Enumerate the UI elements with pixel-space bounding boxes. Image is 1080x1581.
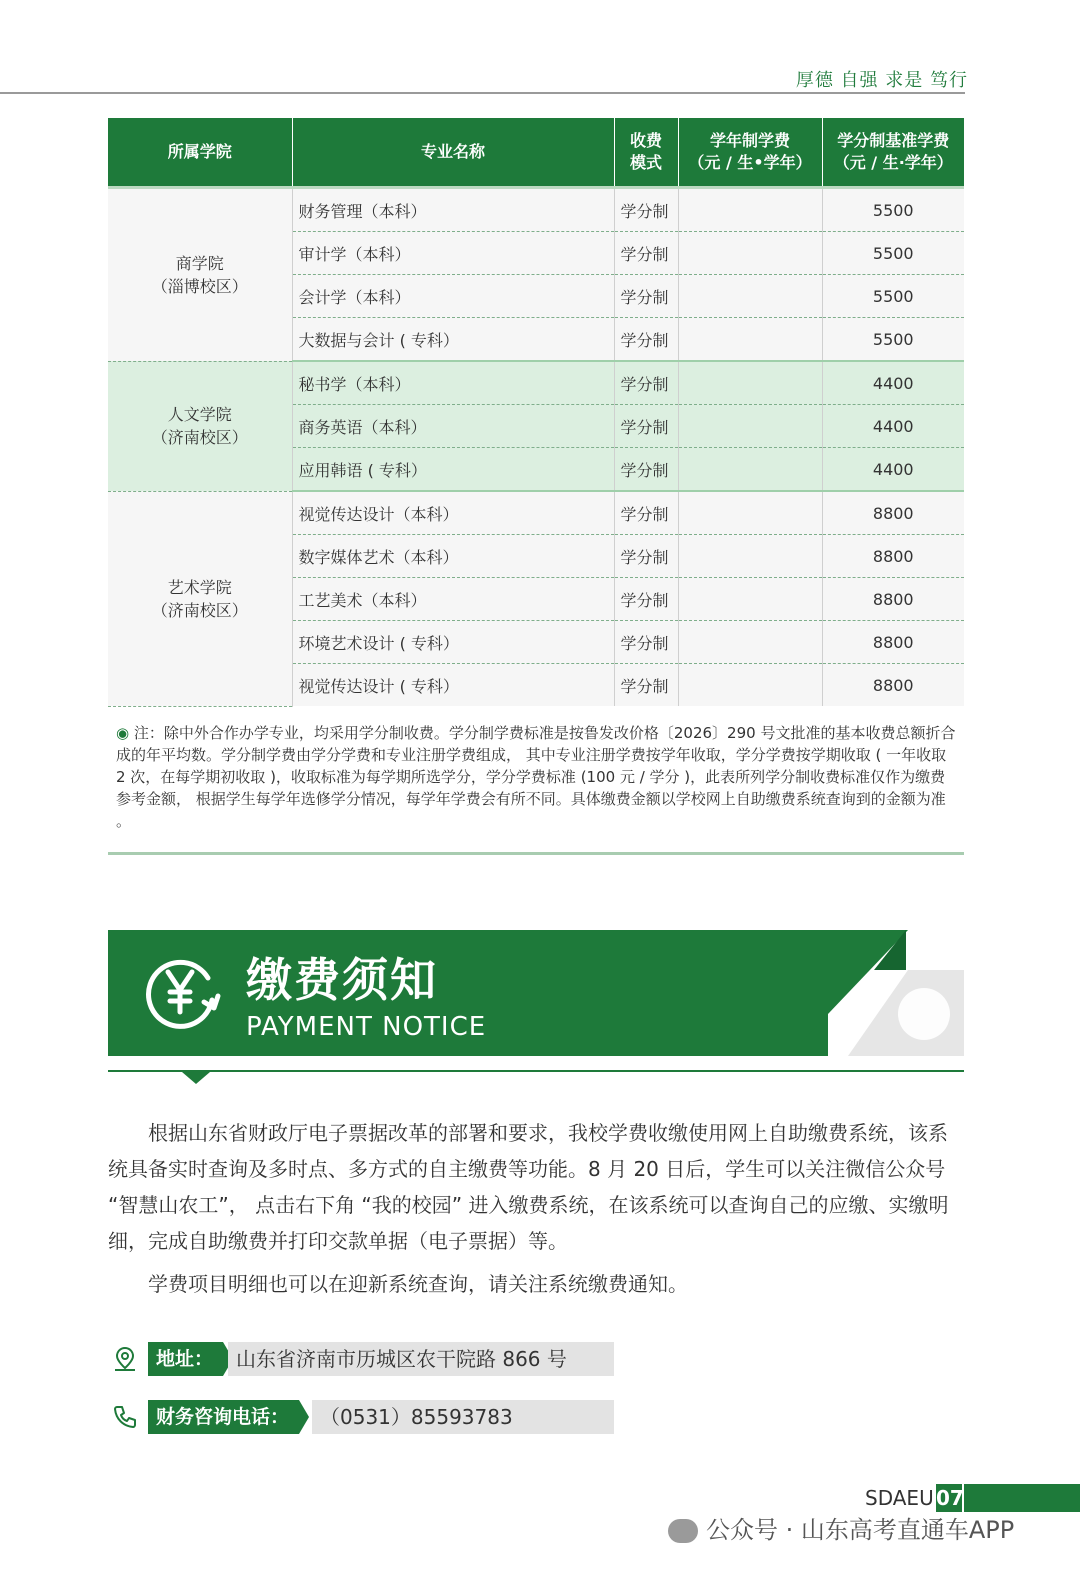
address-row [112, 1340, 614, 1376]
payment-paragraph: 根据山东省财政厅电子票据改革的部署和要求，我校学费收缴使用网上自助缴费系统，该系统具备实时查询及多时点、多方式的自主缴费等功能。8 月 20 日后，学生可以关注微信公众号 “智慧山农工”， 点击右下角 “我的校园” 进入缴费系统，在该系统可以查询自己的应缴、实缴明细，完成自助缴费并打印交款单据（电子票据）等。 [108, 1121, 949, 1253]
college-cell: 商学院 （淄博校区） [108, 188, 292, 362]
mode-cell: 学分制 [614, 448, 678, 492]
credit-cell: 8800 [822, 535, 964, 578]
payment-notice-banner [108, 930, 964, 1075]
yen-clock-icon [138, 950, 222, 1034]
header-college: 所属学院 [108, 118, 292, 188]
annual-cell [678, 188, 822, 232]
table-row [108, 188, 964, 232]
major-cell: 商务英语（本科） [292, 405, 614, 448]
credit-cell: 8800 [822, 621, 964, 664]
payment-paragraph-2: 学费项目明细也可以在迎新系统查询，请关注系统缴费通知。 [148, 1272, 688, 1296]
annual-cell [678, 491, 822, 535]
top-rule [0, 92, 965, 94]
note-text: 注：除中外合作办学专业，均采用学分制收费。学分制学费标准是按鲁发改价格〔2026〕290 号文批准的基本收费总额折合成的年平均数。学分制学费由学分学费和专业注册学费组成， 其中专业注册学费按学年收取，学分学费按学期收取 ( 一年收取 2 次，在每学期初收取 )，收取标准为每学期所选学分，学分学费标准 (100 元 / 学分 )，此表所列学分制收费标准仅作为缴费参考金额， 根据学生每学年选修学分情况，每学年学费会有所不同。具体缴费金额以学校网上自助缴费系统查询到的金额为准 。 [116, 724, 956, 830]
motto: 厚德 自强 求是 笃行 [795, 70, 968, 91]
mode-cell: 学分制 [614, 361, 678, 405]
annual-cell [678, 405, 822, 448]
table-row [108, 491, 964, 535]
location-pin-icon [112, 1346, 138, 1372]
credit-cell: 8800 [822, 664, 964, 707]
header-annual: 学年制学费 （元 / 生•学年） [678, 118, 822, 188]
credit-cell: 5500 [822, 275, 964, 318]
major-cell: 会计学（本科） [292, 275, 614, 318]
mode-cell: 学分制 [614, 275, 678, 318]
section-divider [108, 852, 964, 855]
credit-cell: 5500 [822, 232, 964, 275]
header-credit: 学分制基准学费 （元 / 生·学年） [822, 118, 964, 188]
college-cell: 艺术学院 （济南校区） [108, 491, 292, 706]
annual-cell [678, 535, 822, 578]
note-bullet-icon: ◉ [116, 724, 130, 742]
tuition-table [108, 118, 964, 707]
mode-cell: 学分制 [614, 621, 678, 664]
credit-cell: 4400 [822, 405, 964, 448]
mode-cell: 学分制 [614, 578, 678, 621]
phone-row [112, 1398, 614, 1434]
mode-cell: 学分制 [614, 491, 678, 535]
credit-cell: 8800 [822, 491, 964, 535]
mode-cell: 学分制 [614, 535, 678, 578]
banner-subtitle: PAYMENT NOTICE [246, 1012, 487, 1042]
phone-value: （0531）85593783 [312, 1400, 614, 1434]
major-cell: 秘书学（本科） [292, 361, 614, 405]
credit-cell: 4400 [822, 361, 964, 405]
address-value: 山东省济南市历城区农干院路 866 号 [228, 1342, 614, 1376]
footer-brand: SDAEU [865, 1486, 934, 1510]
phone-icon [112, 1404, 138, 1430]
wechat-watermark [668, 1510, 1014, 1545]
footer-bar [964, 1484, 1080, 1512]
annual-cell [678, 232, 822, 275]
credit-cell: 8800 [822, 578, 964, 621]
header-major: 专业名称 [292, 118, 614, 188]
credit-cell: 5500 [822, 318, 964, 362]
major-cell: 大数据与会计 ( 专科） [292, 318, 614, 362]
major-cell: 工艺美术（本科） [292, 578, 614, 621]
header-mode: 收费 模式 [614, 118, 678, 188]
mode-cell: 学分制 [614, 664, 678, 707]
watermark-text: 公众号 · 山东高考直通车APP [706, 1516, 1015, 1544]
credit-cell: 4400 [822, 448, 964, 492]
banner-title: 缴费须知 [246, 953, 438, 1007]
mode-cell: 学分制 [614, 405, 678, 448]
page-number: 07 [936, 1486, 964, 1510]
credit-cell: 5500 [822, 188, 964, 232]
annual-cell [678, 275, 822, 318]
address-label: 地址： [148, 1342, 223, 1376]
mode-cell: 学分制 [614, 232, 678, 275]
table-header-row [108, 118, 964, 188]
college-cell: 人文学院 （济南校区） [108, 361, 292, 491]
major-cell: 数字媒体艺术（本科） [292, 535, 614, 578]
major-cell: 财务管理（本科） [292, 188, 614, 232]
major-cell: 应用韩语 ( 专科） [292, 448, 614, 492]
major-cell: 环境艺术设计 ( 专科） [292, 621, 614, 664]
annual-cell [678, 664, 822, 707]
mode-cell: 学分制 [614, 318, 678, 362]
annual-cell [678, 621, 822, 664]
annual-cell [678, 318, 822, 362]
decorative-circle-icon [898, 988, 950, 1040]
fee-note [116, 722, 958, 832]
table-row [108, 361, 964, 405]
major-cell: 视觉传达设计 ( 专科） [292, 664, 614, 707]
phone-label: 财务咨询电话： [148, 1400, 299, 1434]
wechat-icon [668, 1519, 698, 1543]
mode-cell: 学分制 [614, 188, 678, 232]
annual-cell [678, 361, 822, 405]
annual-cell [678, 578, 822, 621]
major-cell: 视觉传达设计（本科） [292, 491, 614, 535]
major-cell: 审计学（本科） [292, 232, 614, 275]
annual-cell [678, 448, 822, 492]
